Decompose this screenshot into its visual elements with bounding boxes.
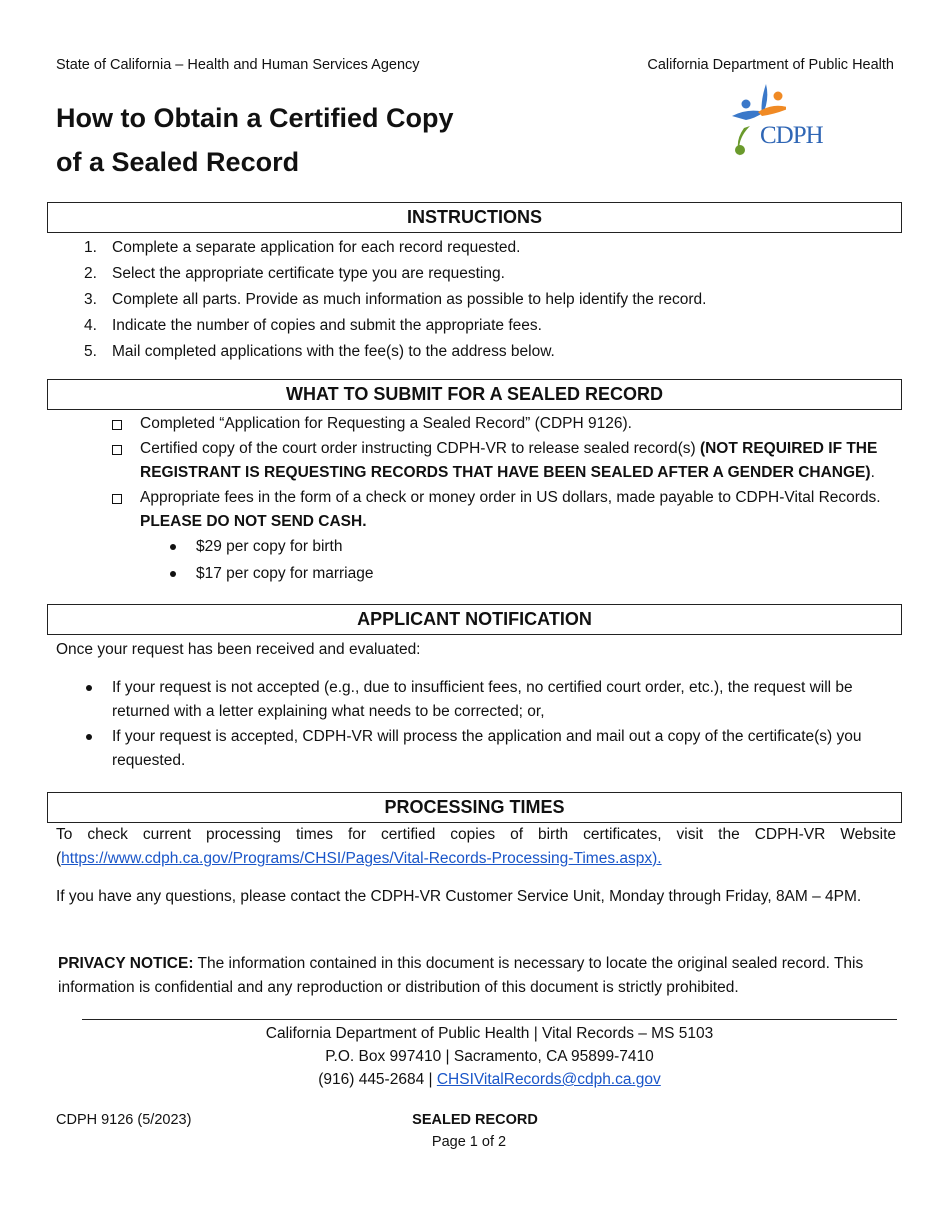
checklist-item-end: . [870, 464, 875, 481]
list-item-text: Complete all parts. Provide as much information as possible to help identify the record. [112, 291, 707, 308]
list-item [56, 340, 896, 366]
title-line-1: How to Obtain a Certified Copy [56, 103, 454, 133]
instructions-heading: INSTRUCTIONS [47, 202, 902, 233]
submit-checklist [110, 412, 900, 588]
list-item-text: Complete a separate application for each record requested. [112, 239, 521, 256]
checklist-item-text: Appropriate fees in the form of a check or money order in US dollars, made payable to CDPH-Vital Records. [140, 489, 881, 506]
checkbox-icon [112, 420, 122, 430]
list-item-number: 2. [84, 265, 97, 282]
list-item [84, 725, 896, 773]
what-to-submit-heading: WHAT TO SUBMIT FOR A SEALED RECORD [47, 379, 902, 410]
list-item [56, 262, 896, 288]
list-item [56, 314, 896, 340]
page-title [56, 96, 454, 184]
cdph-logo [726, 82, 840, 164]
applicant-notification-heading: APPLICANT NOTIFICATION [47, 604, 902, 635]
fee-item [140, 561, 900, 587]
footer-phone: (916) 445-2684 | [318, 1071, 437, 1088]
checklist-item-text: Certified copy of the court order instructing CDPH-VR to release sealed record(s) [140, 440, 700, 457]
bullet-icon [170, 571, 176, 577]
list-item [56, 288, 896, 314]
footer-address-line-1: California Department of Public Health | Vital Records – MS 5103 [265, 1025, 714, 1042]
page-number: Page 1 of 2 [431, 1134, 507, 1150]
footer-divider [82, 1019, 897, 1020]
notification-list [84, 676, 896, 774]
list-item [84, 676, 896, 724]
list-item-text: If your request is accepted, CDPH-VR will process the application and mail out a copy of the certificate(s) you requested. [112, 728, 862, 769]
bullet-icon [86, 685, 92, 691]
notification-intro: Once your request has been received and evaluated: [56, 641, 421, 658]
checklist-item [110, 412, 900, 436]
header-agency: State of California – Health and Human Services Agency [56, 57, 420, 73]
list-item-number: 5. [84, 343, 97, 360]
fee-text: $29 per copy for birth [196, 538, 343, 555]
fee-item [140, 534, 900, 560]
list-item [56, 236, 896, 262]
cdph-logo-text: CDPH [760, 122, 823, 149]
header-department: California Department of Public Health [647, 57, 894, 73]
record-type-label: SEALED RECORD [412, 1112, 538, 1128]
footer-address-line-2: P.O. Box 997410 | Sacramento, CA 95899-7410 [325, 1048, 654, 1065]
list-item-text: If your request is not accepted (e.g., due to insufficient fees, no certified court order, etc.), the request will be returned with a letter explaining what needs to be corrected; or, [112, 679, 853, 720]
processing-link-end[interactable]: ). [652, 850, 662, 867]
list-item-text: Select the appropriate certificate type you are requesting. [112, 265, 505, 282]
bullet-icon [86, 734, 92, 740]
form-id: CDPH 9126 (5/2023) [56, 1112, 192, 1128]
privacy-notice [58, 952, 898, 1000]
checkbox-icon [112, 445, 122, 455]
bullet-icon [170, 544, 176, 550]
list-item-text: Indicate the number of copies and submit the appropriate fees. [112, 317, 542, 334]
list-item-number: 1. [84, 239, 97, 256]
instructions-list [56, 236, 896, 366]
footer-contact [82, 1068, 897, 1091]
checklist-item-bold: (NOT REQUIRED IF THE REGISTRANT IS REQUESTING RECORDS THAT HAVE BEEN SEALED AFTER A GENDER CHANGE) [140, 440, 878, 481]
fee-text: $17 per copy for marriage [196, 565, 374, 582]
privacy-label: PRIVACY NOTICE: [58, 955, 194, 972]
list-item-text: Mail completed applications with the fee(s) to the address below. [112, 343, 555, 360]
processing-times-heading: PROCESSING TIMES [47, 792, 902, 823]
privacy-text: The information contained in this document is necessary to locate the original sealed record. This information is confidential and any reproduction or distribution of this document is strictly prohibited. [58, 955, 864, 996]
fee-list [140, 534, 900, 587]
list-item-number: 4. [84, 317, 97, 334]
checklist-item-text: Completed “Application for Requesting a Sealed Record” (CDPH 9126). [140, 415, 632, 432]
processing-text-before: To check current processing times for certified copies of birth certificates, visit the CDPH-VR Website ( [56, 826, 896, 867]
checklist-item [110, 437, 900, 485]
processing-times-text [56, 823, 896, 871]
questions-text: If you have any questions, please contact the CDPH-VR Customer Service Unit, Monday through Friday, 8AM – 4PM. [56, 888, 862, 905]
footer-email-link[interactable]: CHSIVitalRecords@cdph.ca.gov [436, 1071, 661, 1088]
processing-times-link[interactable]: https://www.cdph.ca.gov/Programs/CHSI/Pages/Vital-Records-Processing-Times.aspx [61, 850, 653, 867]
checklist-item-bold: PLEASE DO NOT SEND CASH. [140, 513, 367, 530]
checkbox-icon [112, 494, 122, 504]
list-item-number: 3. [84, 291, 97, 308]
checklist-item [110, 486, 900, 587]
title-line-2: of a Sealed Record [56, 147, 300, 177]
